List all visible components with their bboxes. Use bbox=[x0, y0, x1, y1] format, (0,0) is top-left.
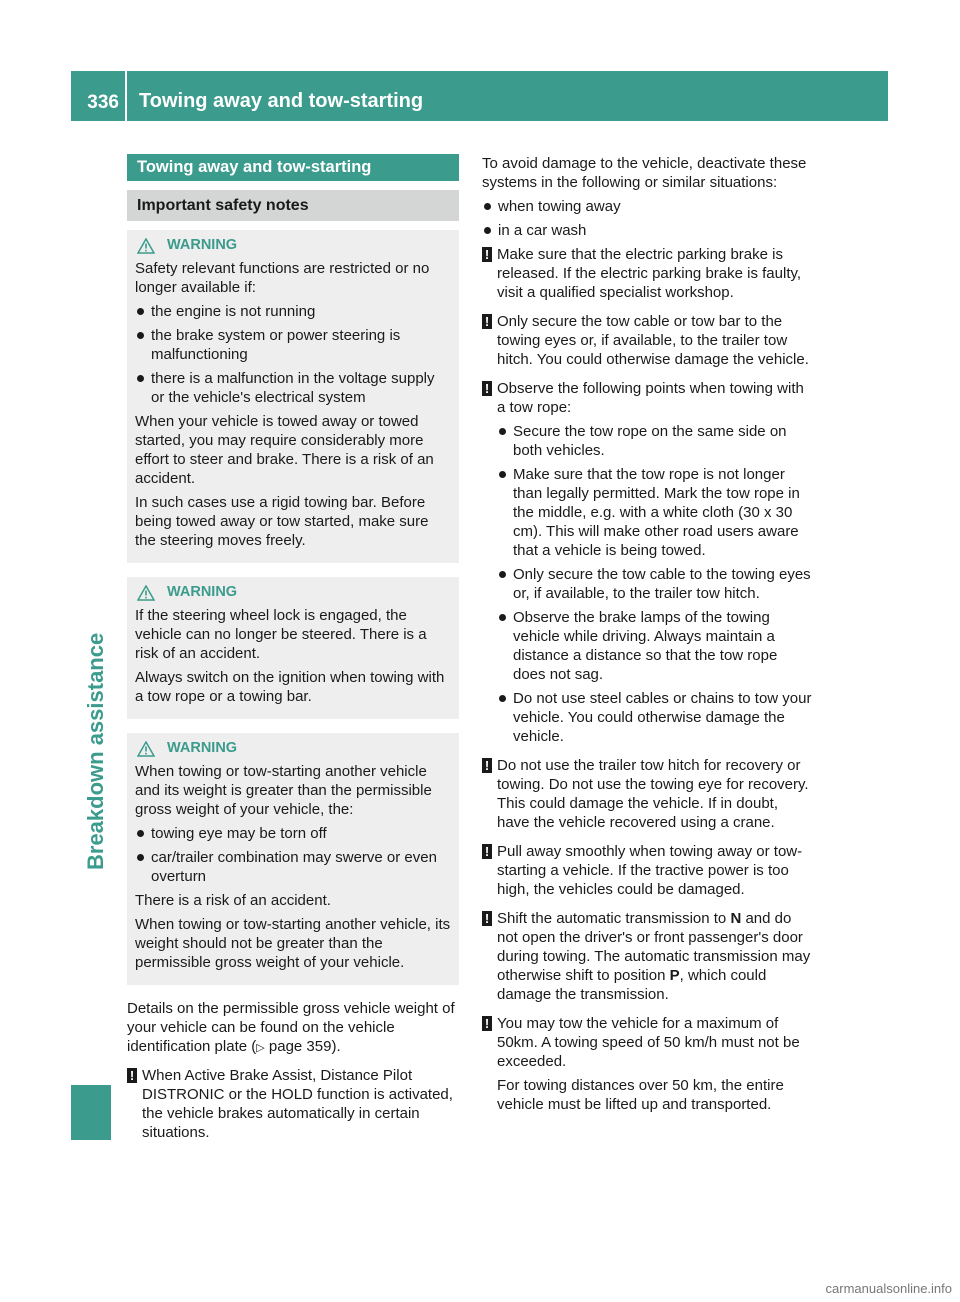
note-max-distance bbox=[482, 1014, 814, 1114]
note-pull-away bbox=[482, 842, 814, 899]
warning-text: Safety relevant functions are restricted or no longer available if: bbox=[135, 260, 430, 296]
note-tow-bar bbox=[482, 312, 814, 369]
warning-box-3 bbox=[127, 733, 459, 985]
note-text: Only secure the tow cable or tow bar to the towing eyes or, if available, to the trailer tow hitch. You could otherwise damage the vehicle. bbox=[497, 313, 809, 368]
warning-label: WARNING bbox=[167, 584, 238, 600]
exclamation-icon: ! bbox=[127, 1068, 137, 1083]
exclamation-icon: ! bbox=[482, 247, 492, 262]
warning-text: If the steering wheel lock is engaged, the vehicle can no longer be steered. There is a risk of an accident. bbox=[135, 607, 427, 662]
page-ref-arrow-icon: ▷ bbox=[256, 1042, 265, 1054]
gear-p-label: P bbox=[669, 967, 680, 984]
list-item: Secure the tow rope on the same side on both vehicles. bbox=[497, 422, 814, 460]
note-text-part: , which could damage the transmission. bbox=[497, 967, 767, 1003]
note-text: You may tow the vehicle for a maximum of 50km. A towing speed of 50 km/h must not be exceeded. bbox=[497, 1015, 800, 1070]
list-item: Make sure that the tow rope is not longer than legally permitted. Mark the tow rope in the middle, e.g. with a white cloth (30 x 30 cm). This will make other road users aware that a vehicle is being towed. bbox=[497, 465, 814, 560]
list-item: car/trailer combination may swerve or even overturn bbox=[135, 848, 451, 886]
subsection-heading: Important safety notes bbox=[127, 190, 459, 221]
exclamation-icon: ! bbox=[482, 911, 492, 926]
warning-header bbox=[135, 583, 451, 602]
note-text-part: Shift the automatic transmission to bbox=[497, 910, 731, 927]
exclamation-icon: ! bbox=[482, 1016, 492, 1031]
note-text: Observe the following points when towing with a tow rope: bbox=[497, 380, 804, 416]
warning-text: There is a risk of an accident. bbox=[135, 892, 331, 909]
tow-rope-list bbox=[497, 422, 814, 746]
exclamation-icon: ! bbox=[482, 381, 492, 396]
watermark: carmanualsonline.info bbox=[825, 1281, 952, 1296]
list-item: there is a malfunction in the voltage supply or the vehicle's electrical system bbox=[135, 369, 451, 407]
left-column bbox=[127, 154, 459, 1152]
list-item: towing eye may be torn off bbox=[135, 824, 451, 843]
warning-label: WARNING bbox=[167, 237, 238, 253]
warning-header bbox=[135, 739, 451, 758]
page-reference-link[interactable]: page 359). bbox=[268, 1038, 341, 1055]
warning-list bbox=[135, 824, 451, 886]
warning-triangle-icon bbox=[137, 238, 155, 254]
list-item: in a car wash bbox=[482, 221, 814, 240]
list-item: the brake system or power steering is malfunctioning bbox=[135, 326, 451, 364]
warning-box-1 bbox=[127, 230, 459, 563]
intro-text: To avoid damage to the vehicle, deactivate these systems in the following or similar situations: bbox=[482, 155, 807, 191]
exclamation-icon: ! bbox=[482, 758, 492, 773]
warning-label: WARNING bbox=[167, 740, 238, 756]
warning-text: When towing or tow-starting another vehicle, its weight should not be greater than the permissible gross weight of your vehicle. bbox=[135, 916, 451, 971]
note-tow-rope bbox=[482, 379, 814, 746]
side-tab-block bbox=[71, 1085, 111, 1140]
warning-list bbox=[135, 302, 451, 407]
exclamation-icon: ! bbox=[482, 314, 492, 329]
exclamation-icon: ! bbox=[482, 844, 492, 859]
note-text-part: and do not open the driver's or front passenger's door during towing. The automatic transmission may otherwise shift to position bbox=[497, 910, 811, 984]
warning-box-2 bbox=[127, 577, 459, 719]
note-text: Pull away smoothly when towing away or tow-starting a vehicle. If the tractive power is too high, the vehicles could be damaged. bbox=[497, 843, 803, 898]
note-text: When Active Brake Assist, Distance Pilot DISTRONIC or the HOLD function is activated, the vehicle brakes automatically in certain situations. bbox=[142, 1067, 453, 1141]
side-section-label: Breakdown assistance bbox=[83, 632, 108, 870]
intro-list bbox=[482, 197, 814, 240]
note-text bbox=[497, 909, 814, 1004]
gear-n-label: N bbox=[730, 910, 742, 927]
note-text: Make sure that the electric parking brake is released. If the electric parking brake is faulty, visit a qualified specialist workshop. bbox=[497, 246, 802, 301]
section-heading: Towing away and tow-starting bbox=[127, 154, 459, 181]
warning-text: Always switch on the ignition when towing with a tow rope or a towing bar. bbox=[135, 669, 445, 705]
note-abs bbox=[127, 1066, 459, 1142]
note-trailer-hitch bbox=[482, 756, 814, 832]
warning-text: When your vehicle is towed away or towed started, you may require considerably more effort to steer and brake. There is a risk of an accident. bbox=[135, 413, 434, 487]
warning-triangle-icon bbox=[137, 585, 155, 601]
list-item: the engine is not running bbox=[135, 302, 451, 321]
header-bar bbox=[71, 71, 888, 121]
warning-header bbox=[135, 236, 451, 255]
warning-text: In such cases use a rigid towing bar. Before being towed away or tow started, make sure the steering moves freely. bbox=[135, 494, 429, 549]
list-item: Do not use steel cables or chains to tow your vehicle. You could otherwise damage the vehicle. bbox=[497, 689, 814, 746]
details-paragraph bbox=[127, 999, 459, 1058]
running-title: Towing away and tow-starting bbox=[139, 90, 424, 112]
right-column bbox=[482, 154, 814, 1124]
details-text: Details on the permissible gross vehicle weight of your vehicle can be found on the vehicle identification plate ( bbox=[127, 1000, 455, 1055]
list-item: when towing away bbox=[482, 197, 814, 216]
note-text: Do not use the trailer tow hitch for recovery or towing. Do not use the towing eye for recovery. This could damage the vehicle. If in doubt, have the vehicle recovered using a crane. bbox=[497, 757, 809, 831]
note-parking-brake bbox=[482, 245, 814, 302]
list-item: Observe the brake lamps of the towing vehicle while driving. Always maintain a distance a distance so that the tow rope does not sag. bbox=[497, 608, 814, 684]
warning-text: When towing or tow-starting another vehicle and its weight is greater than the permissible gross weight of your vehicle, the: bbox=[135, 763, 432, 818]
warning-triangle-icon bbox=[137, 741, 155, 757]
note-transmission bbox=[482, 909, 814, 1004]
note-text: For towing distances over 50 km, the entire vehicle must be lifted up and transported. bbox=[497, 1077, 784, 1113]
page-number: 336 bbox=[87, 92, 119, 113]
list-item: Only secure the tow cable to the towing eyes or, if available, to the trailer tow hitch. bbox=[497, 565, 814, 603]
